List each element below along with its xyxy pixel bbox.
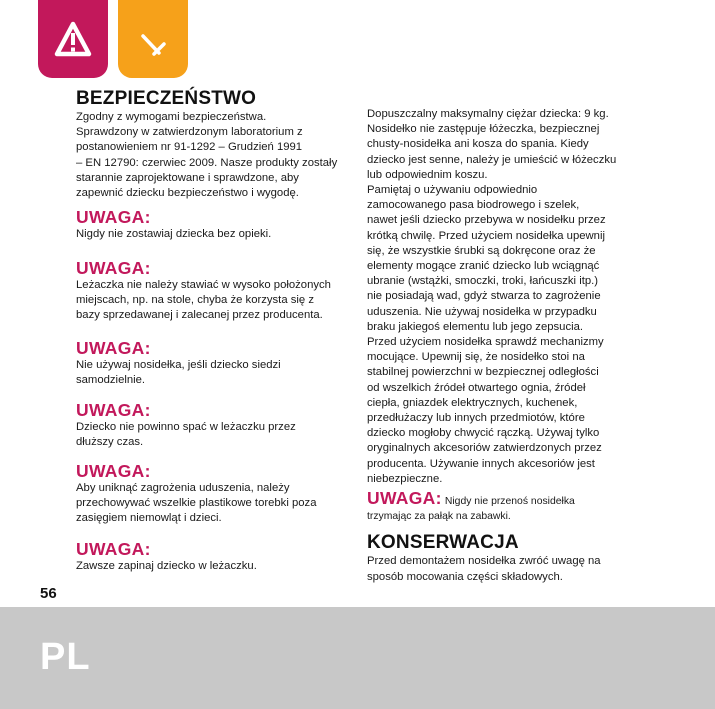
warning-text: Zawsze zapinaj dziecko w leżaczku.	[76, 560, 257, 572]
warning-tab	[38, 0, 108, 78]
warning-title: UWAGA:	[367, 488, 442, 509]
tool-tab	[118, 0, 188, 78]
maintenance-title: KONSERWACJA	[367, 532, 519, 554]
warning-block	[76, 461, 358, 527]
warning-triangle-icon	[38, 0, 108, 78]
warning-text: Aby uniknąć zagrożenia uduszenia, należy przechowywać wszelkie plastikowe torebki poza zasięgiem niemowląt i dzieci.	[76, 482, 317, 525]
safety-intro: Zgodny z wymogami bezpieczeństwa. Sprawdzony w zatwierdzonym laboratorium z postanowieniem nr 91-1292 – Grudzień 1991 – EN 12790: czerwiec 2009. Nasze produkty zostały starannie zaprojektowane i sprawdzone, aby zapewnić dziecku bezpieczeństwo i wygodę.	[76, 111, 338, 200]
inline-warning	[367, 488, 659, 524]
usage-text: Dopuszczalny maksymalny ciężar dziecka: 9 kg. Nosidełko nie zastępuje łóżeczka, bezpiecznej chusty-nosidełka ani kosza do spania. Kiedy dziecko jest senne, należy je umieścić w łóżeczku lub odpowiednim koszu. Pamiętaj o używaniu odpowiednio zamocowanego pasa biodrowego i szelek, nawet jeśli dziecko przebywa w nosidełku przez krótką chwilę. Przed użyciem nosidełka upewnij się, że wszystkie śrubki są dokręcone oraz że elementy mogące zranić dziecko lub wciągnąć ubranie (wstążki, smoczki, troki, łańcuszki itp.) nie posiadają wad, gdyż stwarza to zagrożenie uduszenia. Nie używaj nosidełka w przypadku braku jakiegoś elementu lub jego zepsucia. Przed użyciem nosidełka sprawdź mechanizmy mocujące. Upewnij się, że nosidełko stoi na stabilnej powierzchni w bezpiecznej odległości od wszelkich źródeł otwartego ognia, źródeł ciepła, gniazdek elektrycznych, kuchenek, przedłużaczy lub innych przedmiotów, które dziecko mogłoby chwycić rączką. Używaj tylko oryginalnych akcesoriów zatwierdzonych przez producenta. Używanie innych akcesoriów jest niebezpieczne.	[367, 108, 617, 485]
warning-block	[76, 207, 358, 242]
safety-title: BEZPIECZEŃSTWO	[76, 88, 257, 109]
warning-text: Nigdy nie zostawiaj dziecka bez opieki.	[76, 228, 272, 240]
warning-title: UWAGA:	[76, 461, 151, 481]
warning-block	[76, 258, 358, 324]
warning-text: Nigdy nie przenoś nosidełka	[444, 496, 575, 508]
page-number: 56	[40, 585, 57, 602]
warning-title: UWAGA:	[76, 207, 151, 227]
warning-title: UWAGA:	[76, 338, 151, 358]
right-column	[367, 107, 659, 585]
warning-text: Nie używaj nosidełka, jeśli dziecko siedzi samodzielnie.	[76, 359, 281, 387]
warning-block	[76, 539, 358, 574]
warning-block	[76, 400, 358, 450]
warning-title: UWAGA:	[76, 400, 151, 420]
warning-text: Leżaczka nie należy stawiać w wysoko położonych miejscach, np. na stole, chyba że korzysta się z bazy sprzedawanej i zalecanej przez producenta.	[76, 279, 331, 322]
warning-text: Dziecko nie powinno spać w leżaczku przez dłuższy czas.	[76, 421, 296, 449]
maintenance-text: Przed demontażem nosidełka zwróć uwagę na sposób mocowania części składowych.	[367, 555, 601, 583]
language-code: PL	[40, 636, 91, 678]
warning-title: UWAGA:	[76, 258, 151, 278]
warning-block	[76, 338, 358, 388]
warning-text-continued: trzymając za pałąk na zabawki.	[367, 511, 511, 523]
screwdriver-icon	[118, 0, 188, 78]
footer-band	[0, 607, 715, 709]
warning-title: UWAGA:	[76, 539, 151, 559]
left-column	[76, 88, 358, 572]
